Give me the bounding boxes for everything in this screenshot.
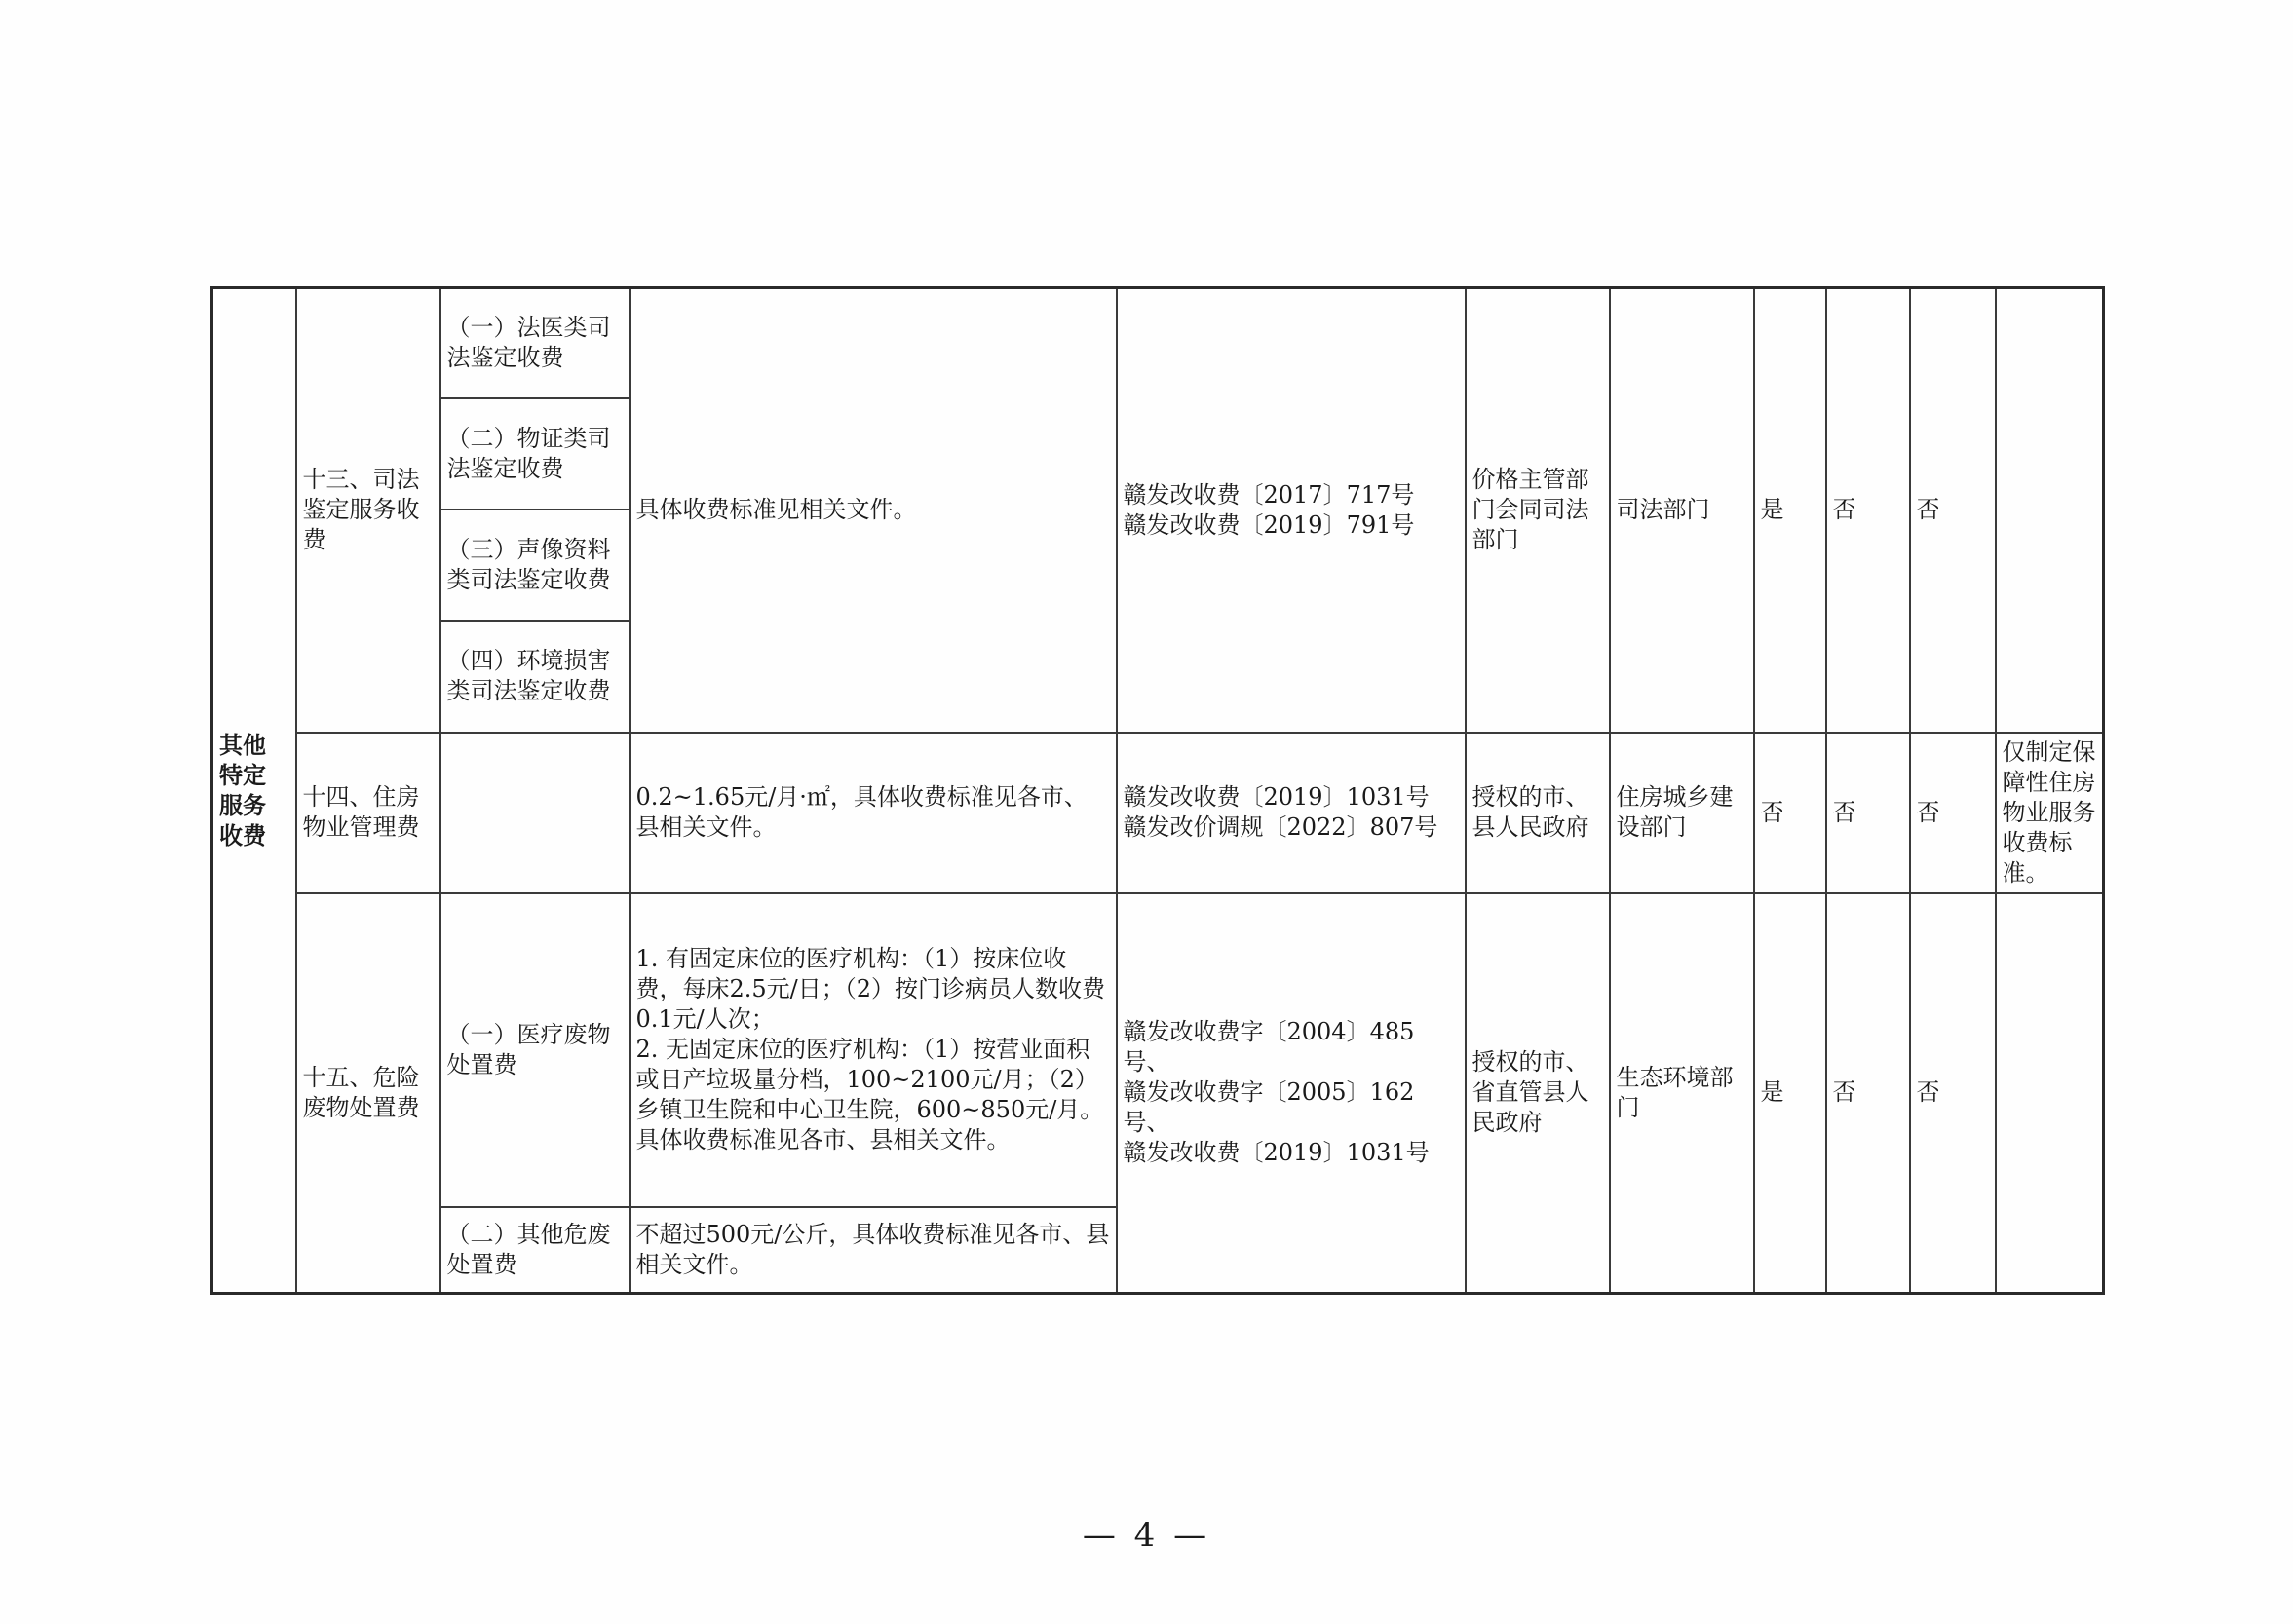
department-13: 司法部门 <box>1610 288 1754 733</box>
department-15: 生态环境部门 <box>1610 893 1754 1294</box>
table-row <box>212 733 2104 893</box>
standard-14: 0.2~1.65元/月·㎡，具体收费标准见各市、县相关文件。 <box>630 733 1117 893</box>
pricing-authority-13: 价格主管部门会同司法部门 <box>1466 288 1610 733</box>
pricing-authority-15: 授权的市、省直管县人民政府 <box>1466 893 1610 1294</box>
department-14: 住房城乡建设部门 <box>1610 733 1754 893</box>
standard-15-line-1: 1. 有固定床位的医疗机构：（1）按床位收费，每床2.5元/日；（2）按门诊病员人数收费0.1元/人次； <box>635 945 1106 1033</box>
subitem-14-empty <box>440 733 630 893</box>
basis-15 <box>1117 893 1466 1294</box>
standard-15-line-2: 2. 无固定床位的医疗机构：（1）按营业面积或日产垃圾量分档，100~2100元/月；（2）乡镇卫生院和中心卫生院，600~850元/月。 <box>635 1036 1104 1123</box>
basis-13-line-1: 赣发改收费〔2017〕717号 <box>1123 480 1415 509</box>
basis-13 <box>1117 288 1466 733</box>
item-14: 十四、住房物业管理费 <box>296 733 440 893</box>
pricing-authority-14: 授权的市、县人民政府 <box>1466 733 1610 893</box>
subitem-13-2: （二）物证类司法鉴定收费 <box>440 398 630 510</box>
flag-15-2: 否 <box>1826 893 1910 1294</box>
basis-15-line-1: 赣发改收费字〔2004〕485号、 <box>1123 1018 1415 1076</box>
basis-14-line-1: 赣发改收费〔2019〕1031号 <box>1123 783 1430 811</box>
standard-15-1 <box>630 893 1117 1207</box>
subitem-13-3: （三）声像资料类司法鉴定收费 <box>440 510 630 621</box>
note-15 <box>1996 893 2104 1294</box>
subitem-13-1: （一）法医类司法鉴定收费 <box>440 288 630 398</box>
note-13 <box>1996 288 2104 733</box>
table-row <box>212 288 2104 398</box>
subitem-13-4: （四）环境损害类司法鉴定收费 <box>440 621 630 733</box>
flag-13-2: 否 <box>1826 288 1910 733</box>
item-13: 十三、司法鉴定服务收费 <box>296 288 440 733</box>
flag-13-3: 否 <box>1910 288 1996 733</box>
standard-15-line-3: 具体收费标准见各市、县相关文件。 <box>635 1126 1011 1153</box>
basis-15-line-3: 赣发改收费〔2019〕1031号 <box>1123 1139 1430 1167</box>
note-14: 仅制定保障性住房物业服务收费标准。 <box>1996 733 2104 893</box>
flag-13-1: 是 <box>1754 288 1826 733</box>
category-cell: 其他特定服务收费 <box>212 288 296 1294</box>
standard-13: 具体收费标准见相关文件。 <box>630 288 1117 733</box>
page-number: — 4 — <box>1082 1516 1211 1555</box>
subitem-15-2: （二）其他危废处置费 <box>440 1207 630 1294</box>
flag-15-3: 否 <box>1910 893 1996 1294</box>
basis-14-line-2: 赣发改价调规〔2022〕807号 <box>1123 813 1438 841</box>
fee-table <box>210 286 2105 1295</box>
subitem-15-1: （一）医疗废物处置费 <box>440 893 630 1207</box>
flag-14-1: 否 <box>1754 733 1826 893</box>
standard-15-2: 不超过500元/公斤，具体收费标准见各市、县相关文件。 <box>630 1207 1117 1294</box>
basis-13-line-2: 赣发改收费〔2019〕791号 <box>1123 510 1415 539</box>
flag-14-3: 否 <box>1910 733 1996 893</box>
flag-15-1: 是 <box>1754 893 1826 1294</box>
table-row <box>212 893 2104 1207</box>
basis-14 <box>1117 733 1466 893</box>
item-15: 十五、危险废物处置费 <box>296 893 440 1294</box>
flag-14-2: 否 <box>1826 733 1910 893</box>
basis-15-line-2: 赣发改收费字〔2005〕162号、 <box>1123 1078 1415 1137</box>
